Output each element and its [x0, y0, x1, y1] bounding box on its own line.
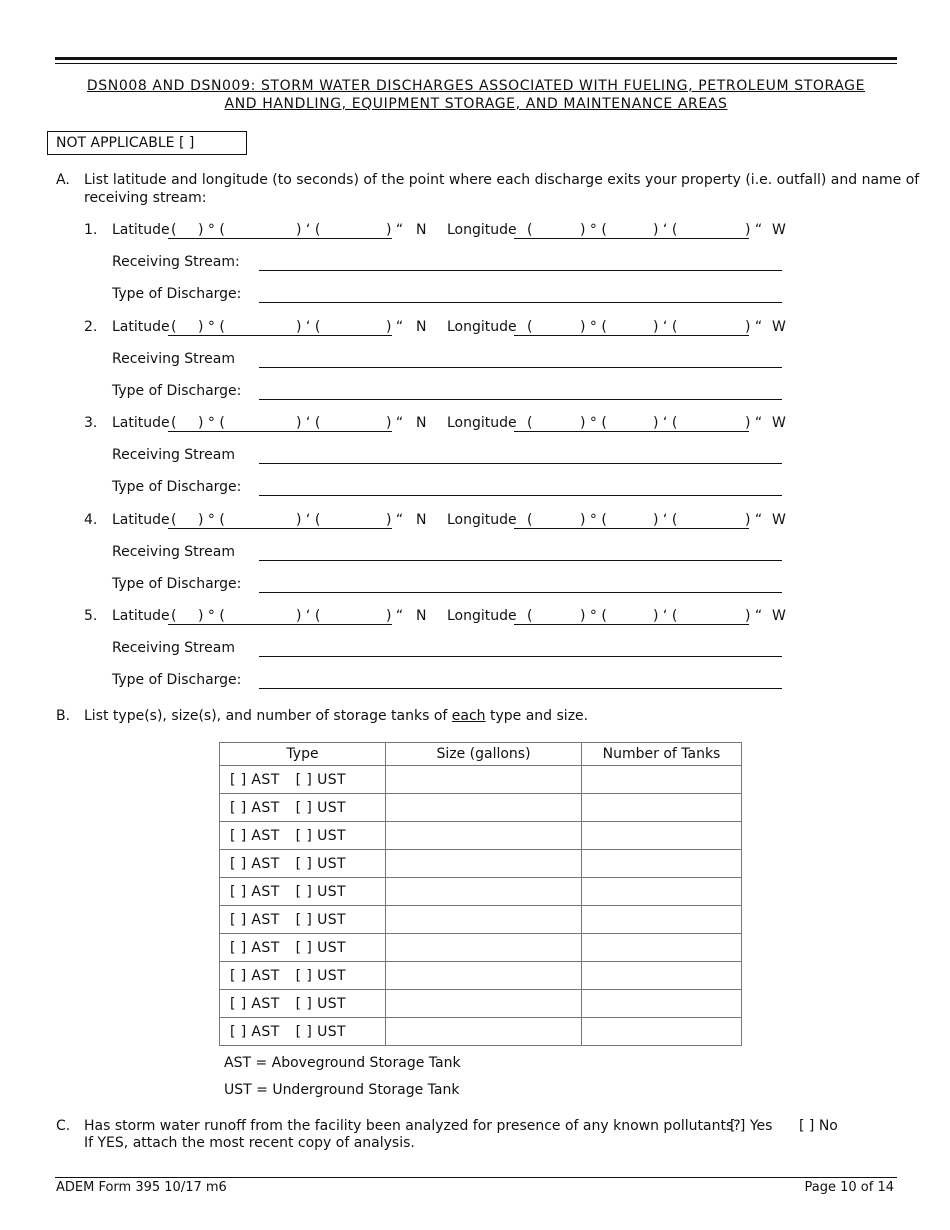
- ust-checkbox[interactable]: [ ] UST: [295, 1023, 346, 1040]
- lon-seconds-sep: ) “: [745, 608, 763, 624]
- ast-checkbox[interactable]: [ ] AST: [230, 911, 280, 928]
- section-a-letter: A.: [56, 172, 70, 188]
- receiving-stream-label: Receiving Stream: [112, 640, 235, 656]
- page-title-line2: AND HANDLING, EQUIPMENT STORAGE, AND MAINTENANCE AREAS: [224, 96, 728, 112]
- discharge-type-label: Type of Discharge:: [112, 286, 242, 302]
- storage-tank-table: [219, 742, 742, 1046]
- lon-seconds-sep: ) “: [745, 318, 763, 335]
- tank-type-cell: [220, 766, 386, 794]
- section-a-text-line2: receiving stream:: [84, 190, 207, 206]
- receiving-stream-field[interactable]: [259, 367, 782, 368]
- discharge-type-label: Type of Discharge:: [112, 575, 242, 592]
- tank-count-input[interactable]: [582, 794, 742, 822]
- discharge-type-label: Type of Discharge:: [112, 479, 242, 495]
- analyzed-yes-checkbox[interactable]: [ ] Yes: [730, 1118, 773, 1134]
- lon-open-paren: (: [527, 318, 533, 335]
- lon-degrees-sep: ) ° (: [580, 608, 607, 624]
- longitude-input-line[interactable]: [514, 528, 749, 529]
- ast-checkbox[interactable]: [ ] AST: [230, 799, 280, 816]
- footer-form-id: ADEM Form 395 10/17 m6: [56, 1180, 227, 1195]
- latitude-input-line[interactable]: [168, 431, 392, 432]
- table-row: [220, 1018, 742, 1046]
- lon-degrees-sep: ) ° (: [580, 222, 607, 238]
- latitude-label: Latitude: [112, 511, 170, 528]
- lat-degrees-sep: ) ° (: [198, 415, 225, 431]
- west-label: W: [772, 318, 786, 335]
- longitude-input-line[interactable]: [514, 431, 749, 432]
- footer-rule: [55, 1177, 897, 1178]
- ust-checkbox[interactable]: [ ] UST: [295, 799, 346, 816]
- tank-size-input[interactable]: [386, 962, 582, 990]
- section-c-note: If YES, attach the most recent copy of analysis.: [84, 1135, 415, 1151]
- ast-checkbox[interactable]: [ ] AST: [230, 883, 280, 900]
- discharge-type-field[interactable]: [259, 592, 782, 593]
- longitude-label: Longitude: [447, 415, 517, 431]
- lat-seconds-sep: ) “: [386, 608, 404, 624]
- lat-degrees-sep: ) ° (: [198, 608, 225, 624]
- tank-size-input[interactable]: [386, 934, 582, 962]
- analyzed-no-checkbox[interactable]: [ ] No: [799, 1118, 838, 1134]
- lat-degrees-sep: ) ° (: [198, 511, 225, 528]
- lat-minutes-sep: ) ‘ (: [296, 415, 321, 431]
- latitude-label: Latitude: [112, 318, 170, 335]
- ust-checkbox[interactable]: [ ] UST: [295, 911, 346, 928]
- section-b-text-after: type and size.: [485, 708, 589, 724]
- receiving-stream-label: Receiving Stream: [112, 350, 235, 367]
- lon-degrees-sep: ) ° (: [580, 318, 607, 335]
- lon-minutes-sep: ) ‘ (: [653, 222, 678, 238]
- ast-checkbox[interactable]: [ ] AST: [230, 939, 280, 956]
- lon-open-paren: (: [527, 608, 533, 624]
- tank-type-cell: [220, 822, 386, 850]
- tank-type-cell: [220, 990, 386, 1018]
- ust-checkbox[interactable]: [ ] UST: [295, 827, 346, 844]
- tank-size-input[interactable]: [386, 990, 582, 1018]
- tank-size-input[interactable]: [386, 906, 582, 934]
- lon-open-paren: (: [527, 415, 533, 431]
- lon-seconds-sep: ) “: [745, 511, 763, 528]
- latitude-label: Latitude: [112, 222, 170, 238]
- tank-size-input[interactable]: [386, 878, 582, 906]
- header-rule-thick: [55, 57, 897, 60]
- discharge-type-field[interactable]: [259, 495, 782, 496]
- column-header-number: Number of Tanks: [582, 743, 742, 766]
- table-row: [220, 850, 742, 878]
- lat-open-paren: (: [171, 415, 177, 431]
- page-title-line1: DSN008 AND DSN009: STORM WATER DISCHARGES ASSOCIATED WITH FUELING, PETROLEUM STORAGE: [86, 78, 866, 94]
- north-label: N: [416, 415, 427, 431]
- lon-open-paren: (: [527, 222, 533, 238]
- tank-type-cell: [220, 962, 386, 990]
- tank-size-input[interactable]: [386, 794, 582, 822]
- ast-checkbox[interactable]: [ ] AST: [230, 855, 280, 872]
- lon-open-paren: (: [527, 511, 533, 528]
- outfall-number: 5.: [84, 608, 98, 624]
- tank-size-input[interactable]: [386, 822, 582, 850]
- tank-count-input[interactable]: [582, 850, 742, 878]
- lat-minutes-sep: ) ‘ (: [296, 511, 321, 528]
- west-label: W: [772, 608, 786, 624]
- longitude-label: Longitude: [447, 318, 517, 335]
- lat-degrees-sep: ) ° (: [198, 318, 225, 335]
- table-row: [220, 794, 742, 822]
- tank-count-input[interactable]: [582, 878, 742, 906]
- lon-seconds-sep: ) “: [745, 415, 763, 431]
- tank-type-cell: [220, 850, 386, 878]
- north-label: N: [416, 608, 427, 624]
- tank-count-input[interactable]: [582, 1018, 742, 1046]
- lat-open-paren: (: [171, 222, 177, 238]
- north-label: N: [416, 222, 427, 238]
- receiving-stream-label: Receiving Stream: [112, 543, 235, 560]
- receiving-stream-label: Receiving Stream: [112, 447, 235, 463]
- tank-size-input[interactable]: [386, 766, 582, 794]
- discharge-type-label: Type of Discharge:: [112, 382, 242, 399]
- ust-checkbox[interactable]: [ ] UST: [295, 771, 346, 788]
- outfall-number: 3.: [84, 415, 98, 431]
- lon-minutes-sep: ) ‘ (: [653, 415, 678, 431]
- longitude-input-line[interactable]: [514, 624, 749, 625]
- latitude-label: Latitude: [112, 608, 170, 624]
- lat-minutes-sep: ) ‘ (: [296, 222, 321, 238]
- column-header-type: Type: [220, 743, 386, 766]
- west-label: W: [772, 415, 786, 431]
- receiving-stream-label: Receiving Stream:: [112, 254, 240, 270]
- lat-open-paren: (: [171, 318, 177, 335]
- tank-size-input[interactable]: [386, 1018, 582, 1046]
- discharge-type-field[interactable]: [259, 688, 782, 689]
- latitude-input-line[interactable]: [168, 528, 392, 529]
- not-applicable-checkbox[interactable]: NOT APPLICABLE [ ]: [47, 131, 247, 155]
- west-label: W: [772, 511, 786, 528]
- tank-count-input[interactable]: [582, 962, 742, 990]
- latitude-input-line[interactable]: [168, 624, 392, 625]
- latitude-label: Latitude: [112, 415, 170, 431]
- section-b-text: [84, 707, 588, 725]
- tank-count-input[interactable]: [582, 906, 742, 934]
- legend-ast: AST = Aboveground Storage Tank: [224, 1055, 461, 1071]
- section-b-text-before: List type(s), size(s), and number of storage tanks of: [84, 708, 452, 724]
- table-row: [220, 990, 742, 1018]
- lon-degrees-sep: ) ° (: [580, 415, 607, 431]
- lon-minutes-sep: ) ‘ (: [653, 511, 678, 528]
- lat-seconds-sep: ) “: [386, 318, 404, 335]
- ust-checkbox[interactable]: [ ] UST: [295, 939, 346, 956]
- tank-count-input[interactable]: [582, 766, 742, 794]
- legend-ust: UST = Underground Storage Tank: [224, 1082, 460, 1098]
- table-header-row: [220, 743, 742, 766]
- table-row: [220, 822, 742, 850]
- receiving-stream-field[interactable]: [259, 270, 782, 271]
- tank-type-cell: [220, 906, 386, 934]
- ast-checkbox[interactable]: [ ] AST: [230, 1023, 280, 1040]
- lat-open-paren: (: [171, 608, 177, 624]
- tank-type-cell: [220, 794, 386, 822]
- table-row: [220, 878, 742, 906]
- latitude-input-line[interactable]: [168, 238, 392, 239]
- north-label: N: [416, 511, 427, 528]
- header-rule-thin: [55, 63, 897, 64]
- tank-count-input[interactable]: [582, 934, 742, 962]
- discharge-type-field[interactable]: [259, 302, 782, 303]
- west-label: W: [772, 222, 786, 238]
- ast-checkbox[interactable]: [ ] AST: [230, 771, 280, 788]
- table-row: [220, 962, 742, 990]
- lat-degrees-sep: ) ° (: [198, 222, 225, 238]
- section-b-letter: B.: [56, 708, 71, 724]
- lat-open-paren: (: [171, 511, 177, 528]
- section-a-text-line1: List latitude and longitude (to seconds) of the point where each discharge exits your property (i.e. outfall) and name of: [84, 172, 920, 188]
- lon-minutes-sep: ) ‘ (: [653, 608, 678, 624]
- latitude-input-line[interactable]: [168, 335, 392, 336]
- lon-degrees-sep: ) ° (: [580, 511, 607, 528]
- ust-checkbox[interactable]: [ ] UST: [295, 967, 346, 984]
- outfall-number: 2.: [84, 318, 98, 335]
- receiving-stream-field[interactable]: [259, 656, 782, 657]
- ast-checkbox[interactable]: [ ] AST: [230, 827, 280, 844]
- tank-count-input[interactable]: [582, 822, 742, 850]
- longitude-label: Longitude: [447, 222, 517, 238]
- lat-seconds-sep: ) “: [386, 222, 404, 238]
- footer-page-number: Page 10 of 14: [804, 1180, 894, 1195]
- receiving-stream-field[interactable]: [259, 560, 782, 561]
- ust-checkbox[interactable]: [ ] UST: [295, 855, 346, 872]
- outfall-number: 4.: [84, 511, 98, 528]
- tank-type-cell: [220, 934, 386, 962]
- tank-type-cell: [220, 878, 386, 906]
- table-row: [220, 934, 742, 962]
- discharge-type-label: Type of Discharge:: [112, 672, 242, 688]
- lon-seconds-sep: ) “: [745, 222, 763, 238]
- ast-checkbox[interactable]: [ ] AST: [230, 967, 280, 984]
- section-c-letter: C.: [56, 1118, 71, 1134]
- column-header-size: Size (gallons): [386, 743, 582, 766]
- table-row: [220, 906, 742, 934]
- discharge-type-field[interactable]: [259, 399, 782, 400]
- longitude-label: Longitude: [447, 608, 517, 624]
- lat-minutes-sep: ) ‘ (: [296, 318, 321, 335]
- ust-checkbox[interactable]: [ ] UST: [295, 995, 346, 1012]
- lat-seconds-sep: ) “: [386, 511, 404, 528]
- outfall-number: 1.: [84, 222, 98, 238]
- table-row: [220, 766, 742, 794]
- longitude-input-line[interactable]: [514, 238, 749, 239]
- longitude-label: Longitude: [447, 511, 517, 528]
- tank-size-input[interactable]: [386, 850, 582, 878]
- section-c-question: Has storm water runoff from the facility been analyzed for presence of any known pollutants?: [84, 1118, 741, 1134]
- tank-type-cell: [220, 1018, 386, 1046]
- section-b-text-each: each: [451, 708, 486, 724]
- ast-checkbox[interactable]: [ ] AST: [230, 995, 280, 1012]
- lon-minutes-sep: ) ‘ (: [653, 318, 678, 335]
- north-label: N: [416, 318, 427, 335]
- lat-minutes-sep: ) ‘ (: [296, 608, 321, 624]
- longitude-input-line[interactable]: [514, 335, 749, 336]
- tank-count-input[interactable]: [582, 990, 742, 1018]
- lat-seconds-sep: ) “: [386, 415, 404, 431]
- ust-checkbox[interactable]: [ ] UST: [295, 883, 346, 900]
- receiving-stream-field[interactable]: [259, 463, 782, 464]
